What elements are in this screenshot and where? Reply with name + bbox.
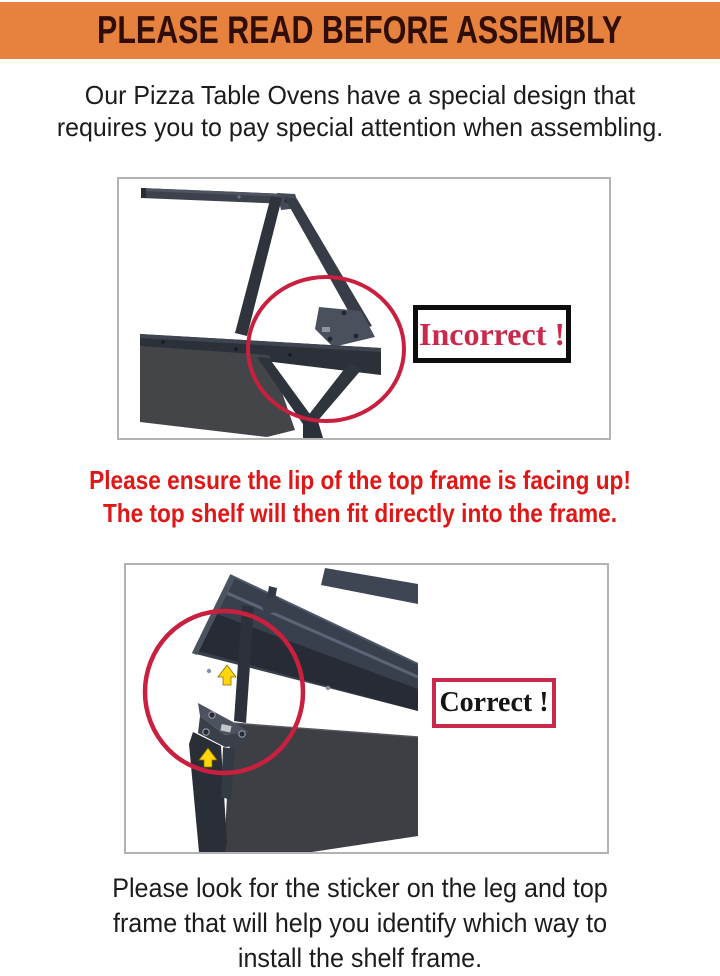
figure-incorrect-assembly (117, 177, 611, 440)
corner-plate-hole (328, 337, 333, 342)
incorrect-label: Incorrect ! (419, 315, 565, 352)
up-arrow-icon (218, 665, 236, 685)
rail-screw (326, 686, 330, 690)
intro-line-2: requires you to pay special attention when assembling. (56, 112, 664, 142)
top-rail-endcap (141, 188, 146, 198)
page-title: PLEASE READ BEFORE ASSEMBLY (97, 8, 623, 52)
corner-plate-hole (342, 311, 347, 316)
lower-rail-screw (161, 340, 164, 343)
corner-sticker (322, 327, 330, 332)
correct-label-box (432, 678, 556, 728)
header-banner (0, 2, 720, 59)
plate-screw (209, 712, 215, 718)
intro-line-1: Our Pizza Table Ovens have a special design that (84, 80, 636, 110)
incorrect-label-box (413, 305, 571, 363)
rail-screw (207, 669, 211, 673)
top-rail-screw (237, 195, 240, 198)
plate-screw (239, 731, 245, 737)
shelf-panel (224, 723, 418, 852)
lower-rail-screw (288, 353, 291, 356)
warning-paragraph (47, 464, 673, 530)
footer-line-1: Please look for the sticker on the leg and top (112, 873, 608, 903)
lower-rail-screw (234, 347, 237, 350)
correct-assembly-photo (126, 565, 418, 852)
figure-correct-assembly (124, 563, 609, 854)
footer-line-2: frame that will help you identify which way to (112, 908, 608, 938)
correct-label: Correct ! (439, 687, 549, 718)
footer-line-3: install the shelf frame. (237, 943, 483, 973)
far-rail (321, 568, 418, 604)
warning-line-1: Please ensure the lip of the top frame is facing up! (89, 465, 631, 495)
footer-paragraph (25, 871, 695, 976)
warning-line-2: The top shelf will then fit directly into the frame. (102, 498, 618, 528)
corner-plate-hole (354, 334, 359, 339)
plate-screw (203, 729, 209, 735)
intro-paragraph (14, 79, 705, 143)
